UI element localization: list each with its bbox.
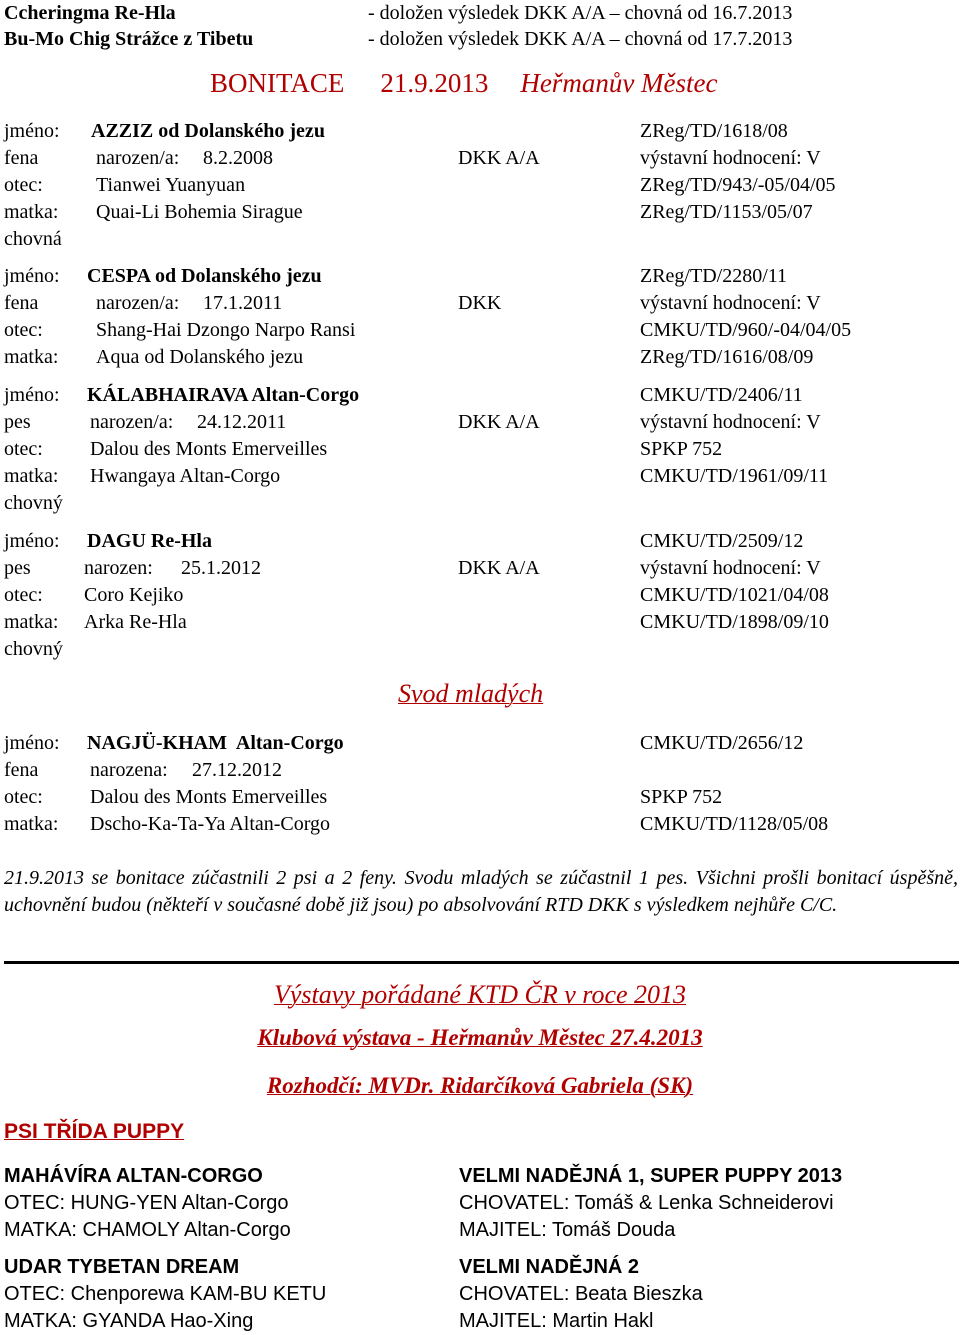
born-label: narozen/a:: [96, 292, 180, 314]
dog-reg: ZReg/TD/1618/08: [640, 120, 788, 142]
entry-breeder: CHOVATEL: Tomáš & Lenka Schneiderovi: [459, 1192, 834, 1214]
sire-label: otec:: [4, 786, 43, 808]
dog-dam: Quai-Li Bohemia Sirague: [96, 201, 303, 223]
dam-label: matka:: [4, 346, 59, 368]
name-label: jméno:: [4, 530, 60, 552]
dog-sire-reg: ZReg/TD/943/-05/04/05: [640, 174, 836, 196]
dog-dam-reg: CMKU/TD/1961/09/11: [640, 465, 829, 487]
dog-dam-reg: ZReg/TD/1616/08/09: [640, 346, 814, 368]
dog-status: chovný: [4, 638, 63, 660]
entry-sire: OTEC: Chenporewa KAM-BU KETU: [4, 1283, 327, 1305]
dog-born: 25.1.2012: [181, 557, 261, 579]
dog-show: výstavní hodnocení: V: [640, 292, 821, 314]
judge-heading: Rozhodčí: MVDr. Ridarčíková Gabriela (SK): [266, 1073, 694, 1098]
dog-sex: pes: [4, 411, 31, 433]
entry-owner: MAJITEL: Martin Hakl: [459, 1310, 654, 1332]
shows-heading: Výstavy pořádané KTD ČR v roce 2013: [273, 980, 687, 1009]
dog-sex: fena: [4, 292, 39, 314]
dog-sire-reg: CMKU/TD/1021/04/08: [640, 584, 829, 606]
bonitace-title: [210, 66, 718, 100]
dog-born: 24.12.2011: [197, 411, 287, 433]
section-divider: [4, 961, 959, 964]
name-label: jméno:: [4, 384, 60, 406]
sire-label: otec:: [4, 438, 43, 460]
sire-label: otec:: [4, 584, 43, 606]
dam-label: matka:: [4, 611, 59, 633]
entry-name: MAHÁVÍRA ALTAN-CORGO: [4, 1165, 263, 1187]
entry-dam: MATKA: CHAMOLY Altan-Corgo: [4, 1219, 291, 1241]
dog-name: CESPA od Dolanského jezu: [87, 265, 322, 287]
born-label: narozen:: [84, 557, 153, 579]
dog-sire: Shang-Hai Dzongo Narpo Ransi: [96, 319, 356, 341]
name-label: jméno:: [4, 120, 60, 142]
dog-dam-reg: CMKU/TD/1898/09/10: [640, 611, 829, 633]
dog-name: KÁLABHAIRAVA Altan-Corgo: [87, 384, 360, 406]
entry-sire: OTEC: HUNG-YEN Altan-Corgo: [4, 1192, 289, 1214]
dog-show: výstavní hodnocení: V: [640, 411, 821, 433]
dog-sire-reg: SPKP 752: [640, 438, 723, 460]
svod-dog-dam-reg: CMKU/TD/1128/05/08: [640, 813, 829, 835]
dog-dam: Arka Re-Hla: [84, 611, 187, 633]
dog-dkk: DKK A/A: [458, 557, 540, 579]
summary-paragraph: 21.9.2013 se bonitace zúčastnili 2 psi a 2 feny. Svodu mladých se zúčastnil 1 pes. Všichni prošli bonitací úspěšně, uchovnění budou (někteří v současné době již jsou) po absolvování RTD DKK s výsledkem nejhůře C/C.: [4, 867, 958, 916]
entry-rating: VELMI NADĚJNÁ 1, SUPER PUPPY 2013: [459, 1165, 843, 1187]
svod-dog-reg: CMKU/TD/2656/12: [640, 732, 804, 754]
club-show-heading: Klubová výstava - Heřmanův Městec 27.4.2013: [257, 1025, 703, 1050]
dog-name: DAGU Re-Hla: [87, 530, 212, 552]
dog-born: 17.1.2011: [203, 292, 283, 314]
svod-title: Svod mladých: [398, 679, 544, 708]
dog-status: chovná: [4, 228, 62, 250]
dog-reg: CMKU/TD/2406/11: [640, 384, 803, 406]
born-label: narozen/a:: [96, 147, 180, 169]
dog-sire: Tianwei Yuanyuan: [96, 174, 246, 196]
top-dog-result-2: - doložen výsledek DKK A/A – chovná od 17.7.2013: [368, 28, 793, 50]
dog-born: 8.2.2008: [203, 147, 273, 169]
dog-dam: Aqua od Dolanského jezu: [96, 346, 304, 368]
dog-dam-reg: ZReg/TD/1153/05/07: [640, 201, 813, 223]
entry-breeder: CHOVATEL: Beata Bieszka: [459, 1283, 703, 1305]
dog-sire: Coro Kejiko: [84, 584, 184, 606]
name-label: jméno:: [4, 265, 60, 287]
svod-dog-name: NAGJÜ-KHAM Altan-Corgo: [87, 732, 344, 754]
sire-label: otec:: [4, 319, 43, 341]
class-heading: PSI TŘÍDA PUPPY: [4, 1120, 185, 1143]
dog-sex: fena: [4, 147, 39, 169]
born-label: narozena:: [90, 759, 168, 781]
top-dog-result-1: - doložen výsledek DKK A/A – chovná od 16.7.2013: [368, 2, 793, 24]
svod-dog-dam: Dscho-Ka-Ta-Ya Altan-Corgo: [90, 813, 331, 835]
dog-reg: CMKU/TD/2509/12: [640, 530, 804, 552]
bonitace-place: Heřmanův Městec: [520, 68, 718, 98]
dog-show: výstavní hodnocení: V: [640, 557, 821, 579]
born-label: narozen/a:: [90, 411, 174, 433]
svod-dog-sire-reg: SPKP 752: [640, 786, 723, 808]
sire-label: otec:: [4, 174, 43, 196]
dog-sire-reg: CMKU/TD/960/-04/04/05: [640, 319, 852, 341]
dog-reg: ZReg/TD/2280/11: [640, 265, 788, 287]
dog-dkk: DKK A/A: [458, 147, 540, 169]
bonitace-date: 21.9.2013: [380, 68, 489, 98]
dog-status: chovný: [4, 492, 63, 514]
dog-show: výstavní hodnocení: V: [640, 147, 821, 169]
dam-label: matka:: [4, 813, 59, 835]
dog-sex: pes: [4, 557, 31, 579]
entry-name: UDAR TYBETAN DREAM: [4, 1256, 240, 1278]
dog-dkk: DKK A/A: [458, 411, 540, 433]
dog-dam: Hwangaya Altan-Corgo: [90, 465, 281, 487]
top-dog-name-1: Ccheringma Re-Hla: [4, 2, 176, 24]
entry-rating: VELMI NADĚJNÁ 2: [459, 1256, 640, 1278]
dog-name: AZZIZ od Dolanského jezu: [91, 120, 325, 142]
svod-dog-sire: Dalou des Monts Emerveilles: [90, 786, 328, 808]
name-label: jméno:: [4, 732, 60, 754]
svod-dog-sex: fena: [4, 759, 39, 781]
dam-label: matka:: [4, 465, 59, 487]
entry-dam: MATKA: GYANDA Hao-Xing: [4, 1310, 254, 1332]
dog-dkk: DKK: [458, 292, 502, 314]
svod-dog-born: 27.12.2012: [192, 759, 282, 781]
top-dog-name-2: Bu-Mo Chig Strážce z Tibetu: [4, 28, 254, 50]
dog-sire: Dalou des Monts Emerveilles: [90, 438, 328, 460]
dam-label: matka:: [4, 201, 59, 223]
bonitace-label: BONITACE: [210, 68, 345, 98]
entry-owner: MAJITEL: Tomáš Douda: [459, 1219, 676, 1241]
